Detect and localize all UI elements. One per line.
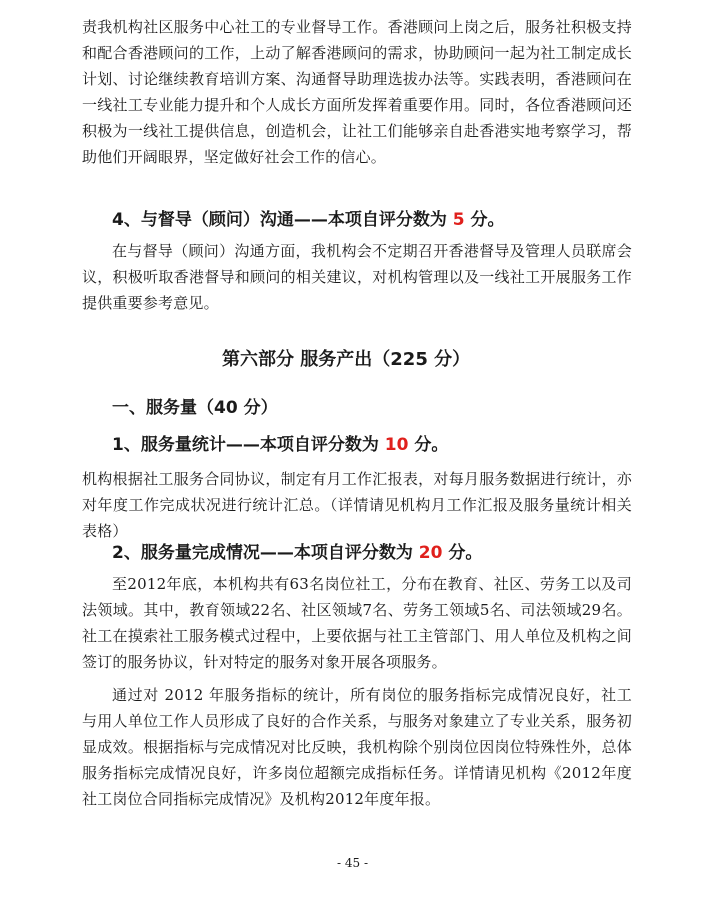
paragraph-supervision-communication: 在与督导（顾问）沟通方面，我机构会不定期召开香港督导及管理人员联席会议，积极听取香港督导和顾问的相关建议，对机构管理以及一线社工开展服务工作提供重要参考意见。 [82, 242, 632, 312]
heading-label: 2、服务量完成情况——本项自评分数为 [112, 543, 413, 563]
score-value: 10 [384, 435, 409, 455]
page-number: - 45 - [336, 856, 368, 870]
heading-label: 4、与督导（顾问）沟通——本项自评分数为 [112, 210, 447, 230]
heading-label: 1、服务量统计——本项自评分数为 [112, 435, 379, 455]
paragraph-staff-distribution: 至2012年底，本机构共有63名岗位社工，分布在教育、社区、劳务工以及司法领域。其中，教育领域22名、社区领域7名、劳务工领域5名、司法领域29名。社工在摸索社工服务模式过程中，上要依据与社工主管部门、用人单位及机构之间签订的服务协议，针对特定的服务对象开展各项服务。 [82, 575, 632, 671]
heading-supervision-communication [112, 205, 505, 230]
paragraph-hk-advisor: 责我机构社区服务中心社工的专业督导工作。香港顾问上岗之后，服务社积极支持和配合香港顾问的工作，上动了解香港顾问的需求，协助顾问一起为社工制定成长计划、讨论继续教育培训方案、沟通督导助理选拔办法等。实践表明，香港顾问在一线社工专业能力提升和个人成长方面所发挥着重要作用。同时，各位香港顾问还积极为一线社工提供信息，创造机会，让社工们能够亲自赴香港实地考察学习，帮助他们开阔眼界，坚定做好社会工作的信心。 [82, 18, 632, 166]
score-value: 5 [452, 210, 465, 230]
part-title: 第六部分 服务产出（225 分） [222, 349, 471, 370]
heading-volume-completion [112, 538, 482, 563]
score-unit: 分。 [470, 210, 505, 230]
heading-volume-statistics [112, 430, 448, 455]
paragraph-indicator-results: 通过对 2012 年服务指标的统计，所有岗位的服务指标完成情况良好，社工与用人单位工作人员形成了良好的合作关系，与服务对象建立了专业关系，服务初显成效。根据指标与完成情况对比反映，我机构除个别岗位因岗位特殊性外，总体服务指标完成情况良好，许多岗位超额完成指标任务。详情请见机构《2012年度社工岗位合同指标完成情况》及机构2012年度年报。 [82, 686, 632, 808]
section-heading-service-volume: 一、服务量（40 分） [112, 398, 278, 418]
paragraph-volume-statistics: 机构根据社工服务合同协议，制定有月工作汇报表，对每月服务数据进行统计，亦对年度工作完成状况进行统计汇总。（详情请见机构月工作汇报及服务量统计相关表格） [82, 470, 632, 540]
score-value: 20 [418, 543, 443, 563]
score-unit: 分。 [414, 435, 449, 455]
score-unit: 分。 [448, 543, 483, 563]
